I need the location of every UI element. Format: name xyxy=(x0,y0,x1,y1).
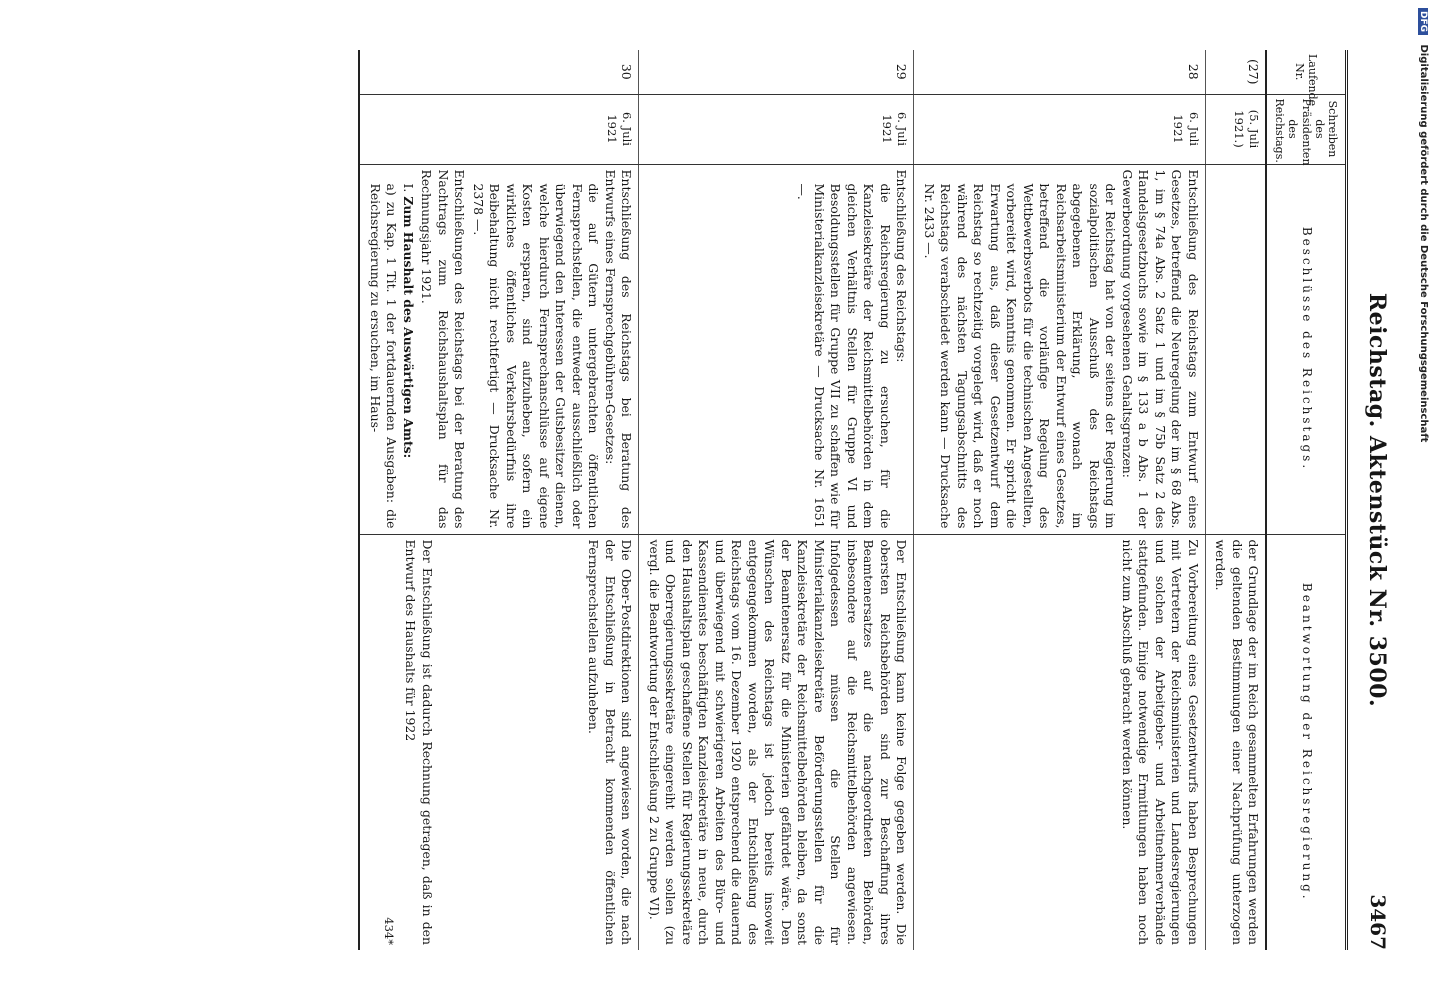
answer-text: Der Entschließung kann keine Folge gegeben werden. Die obersten Reichsbehörden sind zur Beschaffung ihres Beamtenersatzes auf die nachgeordneten Behörden, insbesondere auf die Reichsmittelbehörden angewiesen. Infolgedessen müssen die Stellen für Ministerialkanzleisekretäre Beförderungsstellen für die Kanzleisekretäre der Reichsmittelbehörden bleiben, da sonst der Beamtenersatz für die Ministerien gefährdet wäre. Den Wünschen des Reichstags ist jedoch bereits insoweit entgegengekommen worden, als der Entschließung des Reichstags vom 16. Dezember 1920 entsprechend die dauernd und überwiegend mit schwierigeren Arbeiten des Büro- und Kassendienstes beschäftigten Kanzleisekretäre in neue, durch den Haushaltsplan geschaffene Stellen für Regierungssekretäre und Oberregierungssekretäre eingereiht werden sollen (zu vergl. die Beantwortung der Entschließung 2 zu Gruppe VI). xyxy=(646,539,910,945)
row-date: 6. Juli 1921 xyxy=(914,94,1206,164)
answer-text: der Grundlage der im Reich gesammelten Erfahrungen werden die geltenden Bestimmungen einer Nachprüfung unterzogen werden. xyxy=(1213,539,1262,945)
resolutions-table xyxy=(358,50,1348,950)
resolution-intro: Entschließung des Reichstags zum Entwurf eines Gesetzes, betreffend die Neuregelung der im § 68 Abs. 1, im § 74a Abs. 2 Satz 1 und im § 75b Satz 2 des Handelsgesetzbuchs sowie im § 133 a b Abs. 1 der Gewerbeordnung vorgesehenen Gehaltsgrenzen: xyxy=(1119,169,1201,529)
document-page xyxy=(70,20,1400,980)
table-row xyxy=(639,50,914,950)
page-header xyxy=(1356,50,1396,950)
section-title: Zum Haushalt des Auswärtigen Amts: xyxy=(400,196,416,459)
row-number: 28 xyxy=(914,50,1206,94)
table-header-row xyxy=(1266,50,1346,950)
row-answer xyxy=(1205,534,1266,950)
row-date: 6. Juli 1921 xyxy=(359,94,639,164)
column-header-date: Schreiben des Präsidenten des Reichstags. xyxy=(1266,94,1346,164)
row-number: 29 xyxy=(639,50,914,94)
resolution-item-a: a) zu Kap. 1 Tit. 1 der fortdauernden Ausgaben: die Reichsregierung zu ersuchen, im Haus- xyxy=(367,183,400,529)
row-resolution xyxy=(914,164,1206,534)
answer-text-budget: Der Entschließung ist dadurch Rechnung getragen, daß in den Entwurf des Haushalts für 1922 xyxy=(403,539,435,945)
answer-text: Die Ober-Postdirektionen sind angewiesen worden, die nach der Entschließung in Betracht kommenden öffentlichen Fernsprechstellen aufzuheben. xyxy=(586,539,635,945)
funding-note: Digitalisierung gefördert durch die Deutsche Forschungsgemeinschaft xyxy=(1418,44,1429,443)
row-number: (27) xyxy=(1205,50,1266,94)
section-heading xyxy=(399,170,416,529)
table-row xyxy=(1205,50,1266,950)
row-answer xyxy=(914,534,1206,950)
column-header-resolutions: Beschlüsse des Reichstags. xyxy=(1266,164,1346,534)
table-row xyxy=(914,50,1206,950)
row-resolution xyxy=(639,164,914,534)
side-note xyxy=(1414,8,1430,688)
sheet-number: 434* xyxy=(381,917,396,945)
row-resolution xyxy=(1205,164,1266,534)
resolution-body: der Reichstag hat von der seitens der Regierung im sozialpolitischen Ausschuß des Reichstags abgegebenen Erklärung, wonach im Reichsarbeitsministerium der Entwurf eines Gesetzes, betreffend die vorläufige Regelung des Wettbewerbsverbots für die technischen Angestellten, vorbereitet wird, Kenntnis genommen. Er spricht die Erwartung aus, daß dieser Gesetzentwurf dem Reichstag so rechtzeitig vorgelegt wird, daß er noch während des nächsten Tagungsabschnitts des Reichstags verabschiedet werden kann — Drucksache Nr. 2433 —. xyxy=(921,183,1119,529)
row-date: (5. Juli 1921.) xyxy=(1205,94,1266,164)
dfg-logo: DFG xyxy=(1418,8,1428,35)
row-resolution xyxy=(359,164,639,534)
resolution-body: die auf Gütern untergebrachten öffentlichen Fernsprechstellen, die entweder ausschließlich oder überwiegend den Interessen der Gutsbesitzer dienen, welche hierdurch Fernsprechanschlüsse auf eigene Kosten ersparen, sind aufzuheben, sofern ein wirkliches öffentliches Verkehrsbedürfnis ihre Beibehaltung nicht rechtfertigt — Drucksache Nr. 2378 —. xyxy=(470,183,602,529)
resolution-budget-intro: Entschließungen des Reichstags bei der Beratung des Nachtrags zum Reichshaushaltsplan für das Rechnungsjahr 1921. xyxy=(419,169,468,529)
section-prefix: I. xyxy=(400,183,416,193)
resolution-intro: Entschließung des Reichstags: xyxy=(894,169,910,363)
row-date: 6. Juli 1921 xyxy=(639,94,914,164)
row-number: 30 xyxy=(359,50,639,94)
table-row xyxy=(359,50,639,950)
resolution-body: die Reichsregierung zu ersuchen, für die Kanzleisekretäre der Reichsmittelbehörden in dem gleichen Verhältnis Stellen für Gruppe VI und Besoldungsstellen für Gruppe VII zu schaffen wie für Ministerialkanzleisekretäre — Drucksache Nr. 1651 —. xyxy=(795,183,893,529)
column-header-nr: Laufende Nr. xyxy=(1266,50,1346,94)
row-answer xyxy=(639,534,914,950)
row-answer xyxy=(359,534,639,950)
resolution-intro: Entschließung des Reichstags bei Beratung des Entwurfs eines Fernsprechgebühren-Gesetzes: xyxy=(602,169,635,529)
column-header-answers: Beantwortung der Reichsregierung. xyxy=(1266,534,1346,950)
page-number: 3467 xyxy=(1366,894,1390,950)
answer-text: Zu Vorbereitung eines Gesetzentwurfs haben Besprechungen mit Vertretern der Reichsministerien und Landesregierungen und solchen der Arbeitgeber- und Arbeitnehmerverbände stattgefunden. Einige notwendige Ermittlungen haben noch nicht zum Abschluß gebracht werden können. xyxy=(1119,539,1201,945)
running-title: Reichstag. Aktenstück Nr. 3500. xyxy=(1364,292,1390,708)
